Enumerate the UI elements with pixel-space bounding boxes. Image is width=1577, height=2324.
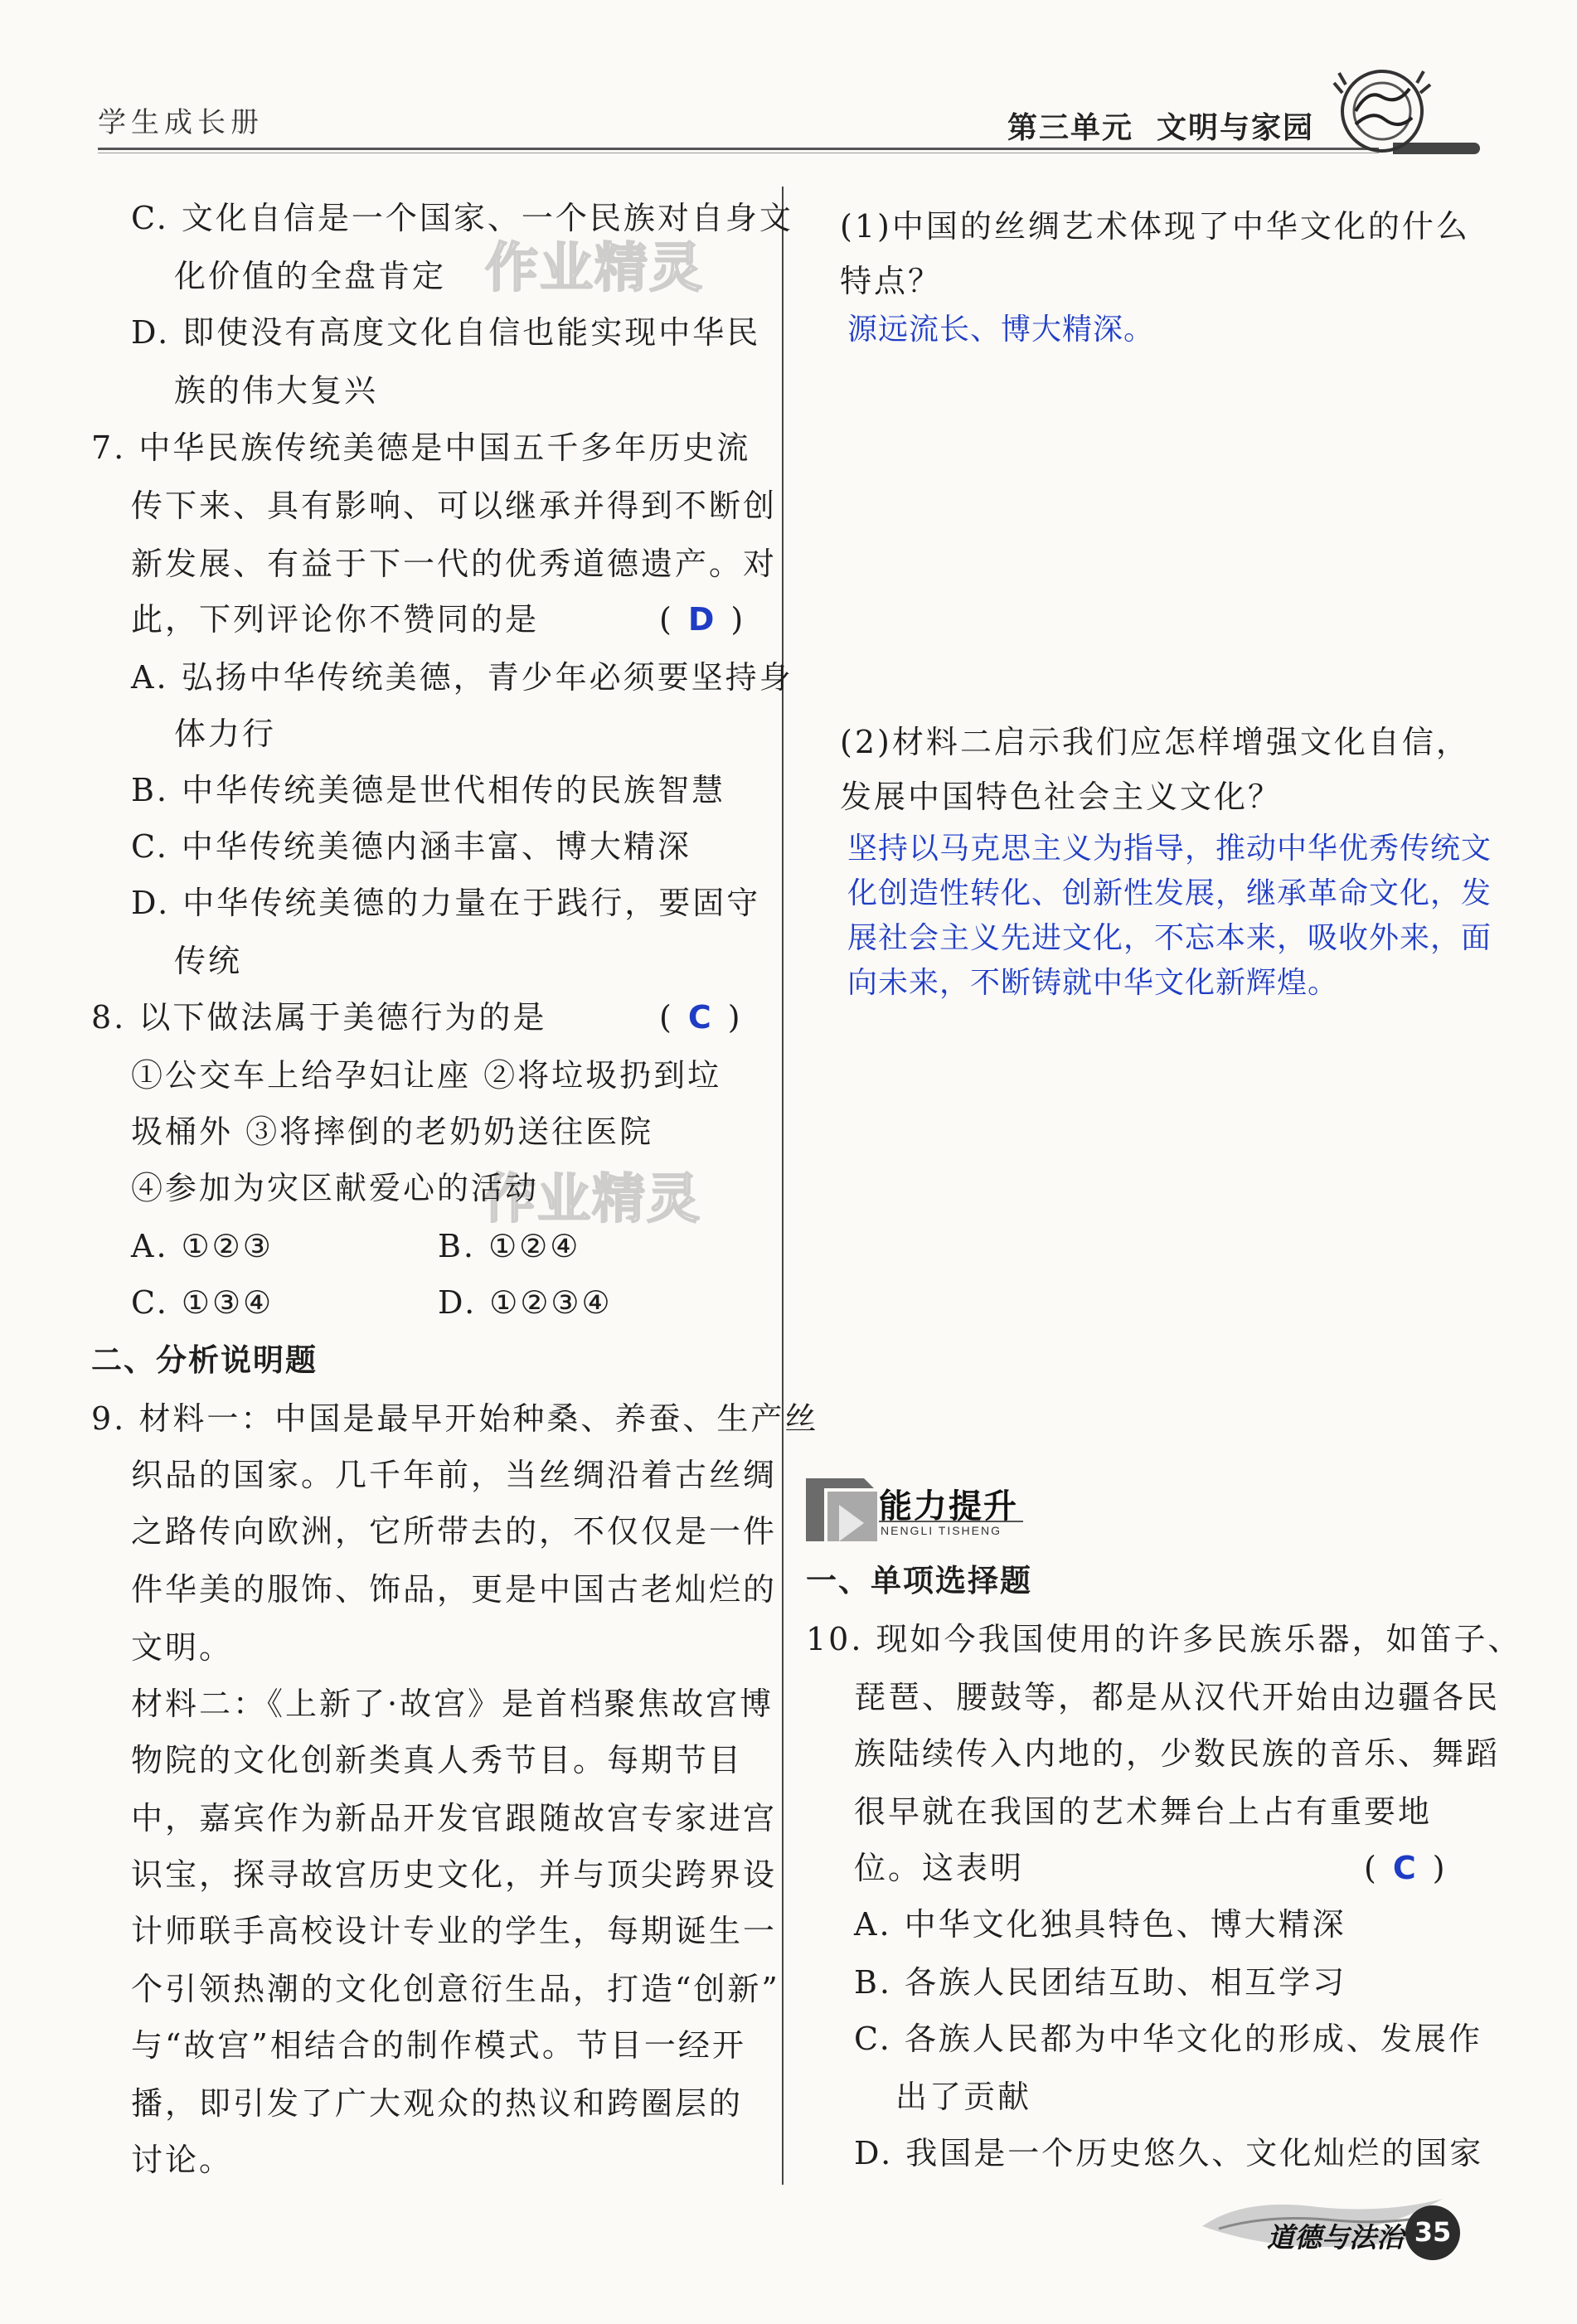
q9-material2-line6: 个引领热潮的文化创意衍生品，打造“创新” [131,1971,780,2007]
section-2-title: 二、分析说明题 [91,1342,318,1378]
q6-option-d-line2: 族的伟大复兴 [174,372,379,409]
q9-material1-line4: 件华美的服饰、饰品，更是中国古老灿烂的 [131,1571,778,1608]
q6-option-c-line2: 化价值的全盘肯定 [174,258,447,294]
q9-2-question-line2: 发展中国特色社会主义文化？ [840,779,1283,815]
footer-subject: 道德与法治 [1267,2221,1404,2254]
watermark: 作业精灵 [483,1169,701,1230]
q9-1-answer: 源远流长、博大精深。 [847,313,1155,347]
header-rule [98,148,1379,150]
q9-material2-line2: 物院的文化创新类真人秀节目。每期节目 [131,1742,744,1778]
q10-option-d: D. 我国是一个历史悠久、文化灿烂的国家 [854,2135,1484,2171]
q10-answer-box: ( C ) [1364,1850,1447,1886]
q9-2-answer-line4: 向未来，不断铸就中华文化新辉煌。 [847,966,1339,1000]
q8-answer: C [687,999,713,1036]
q9-1-question-line1: (1)中国的丝绸艺术体现了中华文化的什么 [840,208,1470,245]
q9-2-answer-line1: 坚持以马克思主义为指导，推动中华优秀传统文 [847,832,1492,866]
q8-option-b: B. ①②④ [438,1228,581,1264]
watermark: 作业精灵 [485,238,704,299]
q7-stem-line4: 此，下列评论你不赞同的是 [131,601,540,638]
q9-material1-line3: 之路传向欧洲，它所带去的，不仅仅是一件 [131,1513,778,1550]
q8-option-a: A. ①②③ [131,1228,274,1264]
q9-material2-line9: 讨论。 [131,2142,234,2178]
q10-answer: C [1392,1850,1418,1886]
q6-option-c-line1: C. 文化自信是一个国家、一个民族对自身文 [131,200,793,236]
q8-answer-box: ( C ) [659,999,742,1036]
q10-option-c-line1: C. 各族人民都为中华文化的形成、发展作 [854,2021,1482,2057]
q10-option-b: B. 各族人民团结互助、相互学习 [854,1964,1347,2001]
q9-material2-line7: 与“故宫”相结合的制作模式。节目一经开 [131,2027,746,2064]
section-1-title: 一、单项选择题 [806,1563,1032,1599]
q9-2-answer-line3: 展社会主义先进文化，不忘本来，吸收外来，面 [847,921,1492,955]
q7-stem-line3: 新发展、有益于下一代的优秀道德遗产。对 [131,546,778,582]
unit-heading [1007,104,1337,147]
q9-material1-line1: 9. 材料一：中国是最早开始种桑、养蚕、生产丝 [91,1400,819,1437]
q10-stem-line1: 10. 现如今我国使用的许多民族乐器，如笛子、 [806,1621,1522,1657]
q9-material2-line1: 材料二：《上新了·故宫》是首档聚焦故宫博 [131,1686,774,1722]
q9-1-question-line2: 特点？ [840,263,943,299]
unit-number: 第三单元 [1007,111,1134,145]
q7-option-d-line1: D. 中华传统美德的力量在于践行，要固守 [131,885,761,921]
unit-title: 文明与家园 [1157,111,1315,145]
q7-stem-line2: 传下来、具有影响、可以继承并得到不断创 [131,488,778,524]
q8-items-line3: ④参加为灾区献爱心的活动 [131,1170,540,1206]
q10-option-a: A. 中华文化独具特色、博大精深 [854,1906,1347,1943]
q10-stem-line3: 族陆续传入内地的，少数民族的音乐、舞蹈 [854,1735,1501,1772]
q7-option-c: C. 中华传统美德内涵丰富、博大精深 [131,828,691,865]
q6-option-d-line1: D. 即使没有高度文化自信也能实现中华民 [131,314,761,351]
q9-material1-line2: 织品的国家。几千年前，当丝绸沿着古丝绸 [131,1457,778,1493]
q8-option-c: C. ①③④ [131,1284,274,1321]
q9-material1-line5: 文明。 [131,1629,234,1666]
q7-option-a-line1: A. 弘扬中华传统美德，青少年必须要坚持身 [131,659,793,696]
q7-option-d-line2: 传统 [174,943,243,979]
q9-2-answer-line2: 化创造性转化、创新性发展，继承革命文化，发 [847,876,1492,910]
q7-stem-line1: 7. 中华民族传统美德是中国五千多年历史流 [91,429,751,466]
q10-stem-line5: 位。这表明 [854,1850,1025,1886]
ability-title: 能力提升 [879,1487,1018,1526]
q9-material2-line4: 识宝，探寻故宫历史文化，并与顶尖跨界设 [131,1856,778,1893]
q7-answer: D [687,601,716,638]
q7-option-a-line2: 体力行 [174,716,277,752]
q7-answer-box: ( D ) [659,601,745,638]
q8-option-d: D. ①②③④ [438,1284,613,1321]
q9-2-question-line1: (2)材料二启示我们应怎样增强文化自信， [840,724,1470,760]
book-title: 学生成长册 [98,106,264,139]
q9-material2-line3: 中，嘉宾作为新品开发官跟随故宫专家进宫 [131,1800,778,1836]
page-number: 35 [1414,2216,1452,2248]
ability-subtitle: NENGLI TISHENG [881,1524,1002,1537]
q10-option-c-line2: 出了贡献 [895,2079,1032,2115]
q10-stem-line2: 琵琶、腰鼓等，都是从汉代开始由边疆各民 [854,1679,1501,1715]
q7-option-b: B. 中华传统美德是世代相传的民族智慧 [131,772,726,808]
q8-stem: 8. 以下做法属于美德行为的是 [91,999,547,1036]
dragon-emblem-icon [1331,60,1434,163]
q8-items-line1: ①公交车上给孕妇让座 ②将垃圾扔到垃 [131,1057,722,1094]
column-divider [782,187,784,2185]
q8-items-line2: 圾桶外 ③将摔倒的老奶奶送往医院 [131,1113,654,1150]
q10-stem-line4: 很早就在我国的艺术舞台上占有重要地 [854,1793,1433,1830]
q9-material2-line5: 计师联手高校设计专业的学生，每期诞生一 [131,1913,778,1949]
q9-material2-line8: 播，即引发了广大观众的热议和跨圈层的 [131,2085,744,2122]
